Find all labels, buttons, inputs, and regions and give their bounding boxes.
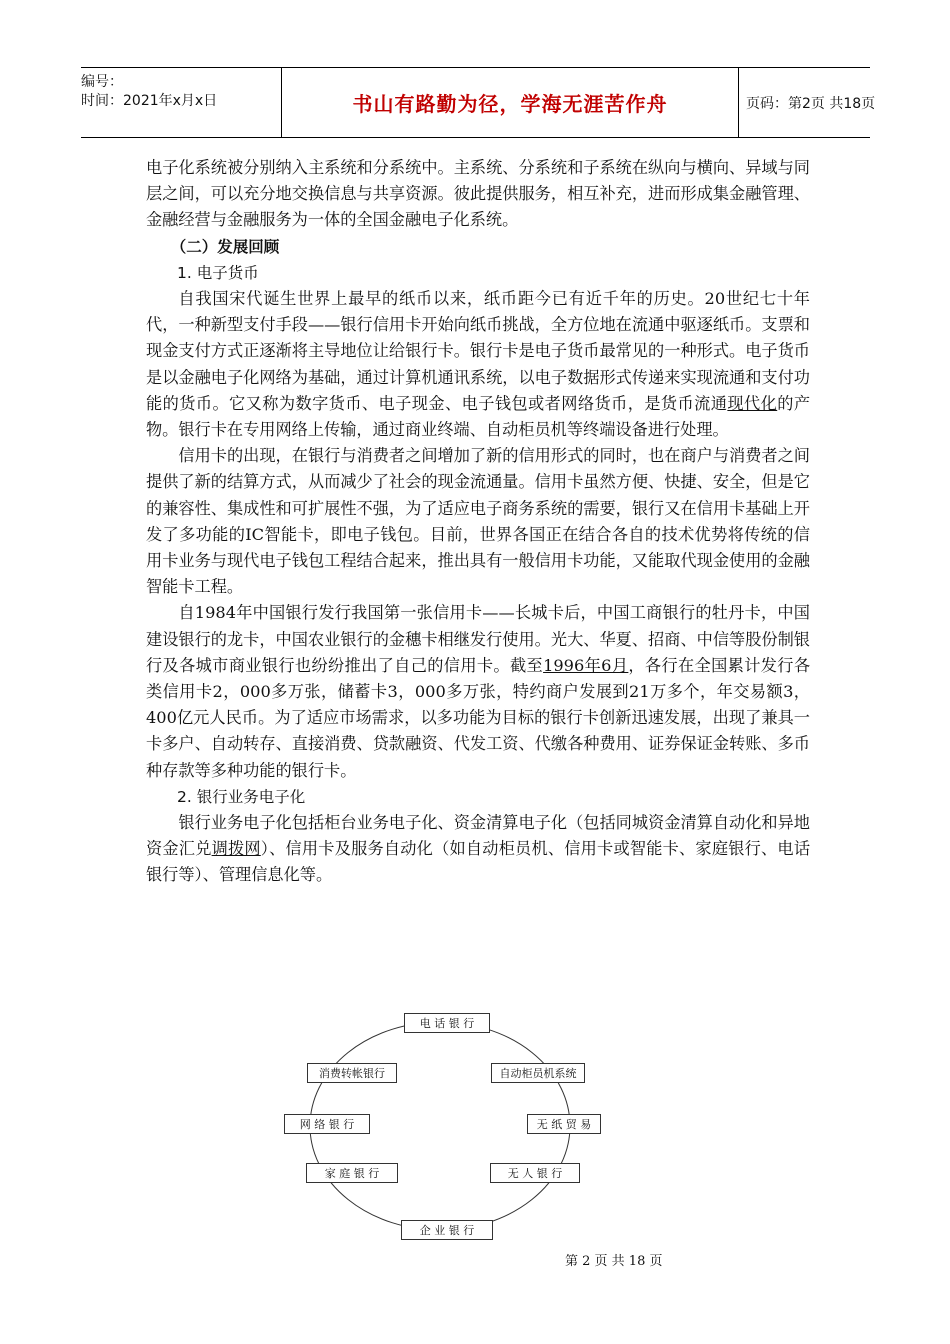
banking-services-diagram [280,1008,600,1248]
document-body [146,155,810,889]
p4-text-b: ）、信用卡及服务自动化（如自动柜员机、信用卡或智能卡、家庭银行、电话银行等）、管理信息化等。 [146,839,811,885]
node-transfer-banking: 消费转帐银行 [307,1063,397,1083]
header-motto: 书山有路勤为径，学海无涯苦作舟 [282,68,739,137]
node-paperless-trade: 无 纸 贸 易 [527,1114,601,1134]
page-header [81,67,876,138]
p3-text-a: 自1984年中国银行发行我国第一张信用卡——长城卡后，中国工商银行的牡丹卡，中国建设银行的龙卡，中国农业银行的金穗卡相继发行使用。光大、华夏、招商、中信等股份制银行及各城市商业银行也纷纷推出了自己的信用卡。截至 [146,603,810,675]
paragraph-credit-card: 信用卡的出现，在银行与消费者之间增加了新的信用形式的同时，也在商户与消费者之间提供了新的结算方式，从而减少了社会的现金流通量。信用卡虽然方便、快捷、安全，但是它的兼容性、集成性和可扩展性不强，为了适应电子商务系统的需要，银行又在信用卡基础上开发了多功能的IC智能卡，即电子钱包。目前，世界各国正在结合各自的技术优势将传统的信用卡业务与现代电子钱包工程结合起来，推出具有一般信用卡功能，又能取代现金使用的金融智能卡工程。 [146,446,810,597]
serial-label: 编号： [81,74,123,90]
node-home-banking: 家 庭 银 行 [306,1163,398,1183]
p4-text-a: 银行业务电子化包括柜台业务电子化、资金清算电子化（包括同城资金清算自动化和异地资金汇兑 [146,813,810,859]
node-phone-banking: 电 话 银 行 [404,1013,490,1033]
subsection-heading-2: 2. 银行业务电子化 [177,787,306,806]
node-enterprise-banking: 企 业 银 行 [401,1220,493,1240]
link-transfer-network[interactable]: 调拨网 [211,839,261,859]
p1-text-b: 的产物。银行卡在专用网络上传输，通过商业终端、自动柜员机等终端设备进行处理。 [146,393,811,440]
paragraph-card-history [146,600,810,783]
paragraph-bank-business [146,810,810,889]
p3-text-b: ，各行在全国累计发行各类信用卡2，000多万张，储蓄卡3，000多万张，特约商户发展到21万多个，年交易额3，400亿元人民币。为了适应市场需求，以多功能为目标的银行卡创新迅速发展，出现了兼具一卡多户、自动转存、直接消费、贷款融资、代发工资、代缴各种费用、证券保证金转账、多币种存款等多种功能的银行卡。 [146,655,811,780]
intro-paragraph: 电子化系统被分别纳入主系统和分系统中。主系统、分系统和子系统在纵向与横向、异域与同层之间，可以充分地交换信息与共享资源。彼此提供服务，相互补充，进而形成集金融管理、金融经营与金融服务为一体的全国金融电子化系统。 [146,158,810,230]
subsection-heading-1: 1. 电子货币 [177,263,259,282]
p1-text-a: 自我国宋代诞生世界上最早的纸币以来，纸币距今已有近千年的历史。20世纪七十年代，一种新型支付手段——银行信用卡开始向纸币挑战，全方位地在流通中驱逐纸币。支票和现金支付方式正逐渐将主导地位让给银行卡。银行卡是电子货币最常见的一种形式。电子货币是以金融电子化网络为基础，通过计算机通讯系统，以电子数据形式传递来实现流通和支付功能的货币。它又称为数字货币、电子现金、电子钱包或者网络货币，是货币流通 [146,289,810,413]
header-page-label: 页码：第2页 共18页 [746,95,876,112]
node-atm-system: 自动柜员机系统 [491,1063,585,1083]
section-heading: （二）发展回顾 [170,237,280,256]
page-footer: 第 2 页 共 18 页 [565,1254,663,1269]
link-modernization[interactable]: 现代化 [727,393,778,413]
link-date[interactable]: 1996年6月 [543,655,629,675]
node-unmanned-banking: 无 人 银 行 [490,1163,580,1183]
paragraph-electronic-money [146,286,810,443]
header-info-cell [81,68,282,137]
node-network-banking: 网 络 银 行 [284,1114,370,1134]
date-label: 时间：2021年x月x日 [81,93,218,109]
